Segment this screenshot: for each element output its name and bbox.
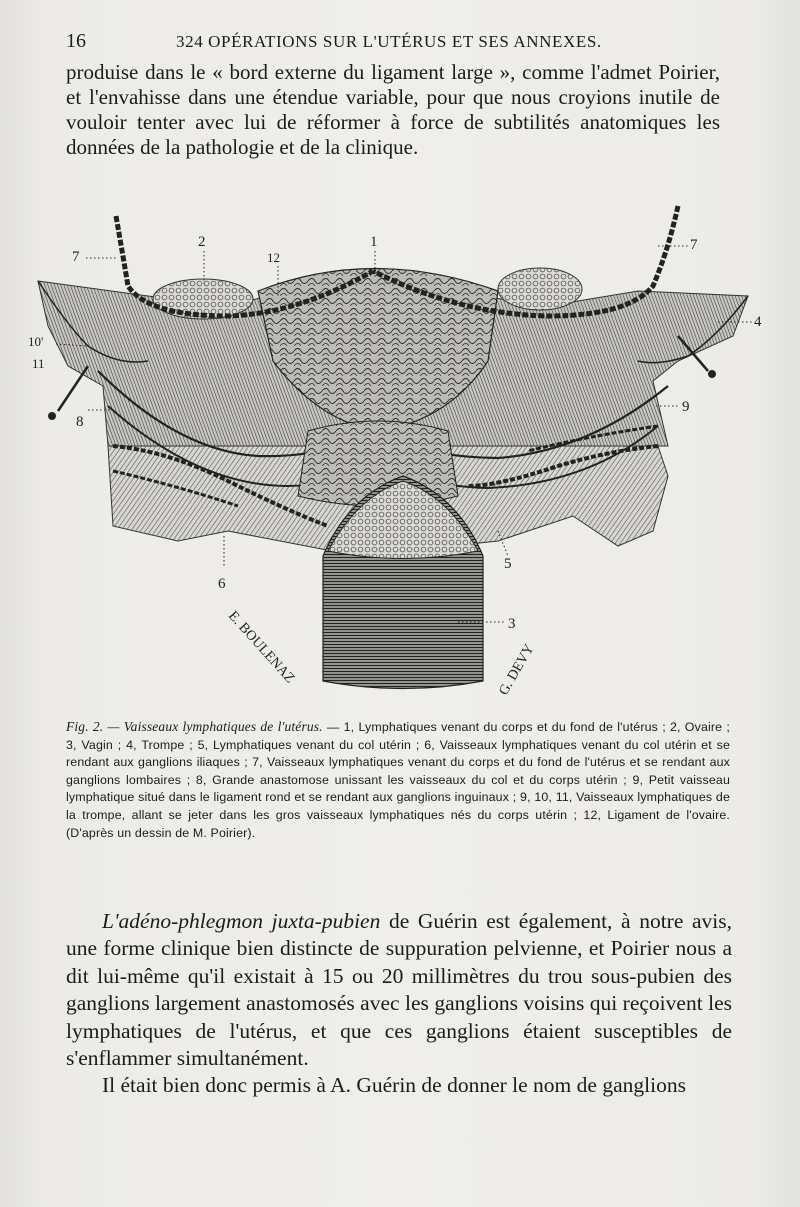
page-header	[66, 30, 736, 56]
label-3: 3	[508, 616, 516, 632]
term-italic: L'adéno-phlegmon juxta-pubien	[102, 909, 381, 933]
label-2: 2	[198, 234, 206, 250]
intro-paragraph: produise dans le « bord externe du ligament large », comme l'admet Poirier, et l'envahisse dans une étendue variable, pour que nous croyions inutile de vouloir tenter avec lui de réformer à force de subtilités anatomiques les données de la pathologie et de la clinique.	[66, 60, 720, 159]
label-7-right: 7	[690, 237, 698, 253]
page-number: 16	[66, 30, 86, 52]
figure-title: Vaisseaux lymphatiques de l'utérus.	[123, 719, 323, 734]
figure-caption	[66, 718, 730, 842]
body-paragraph-2: Il était bien donc permis à A. Guérin de donner le nom de ganglions	[102, 1073, 686, 1098]
running-head: 324 OPÉRATIONS SUR L'UTÉRUS ET SES ANNEXES.	[176, 32, 602, 51]
label-8: 8	[76, 414, 84, 430]
artist-signature: G. DEVY	[496, 642, 538, 698]
ovary-right	[498, 268, 582, 310]
label-11: 11	[32, 356, 45, 371]
body-text	[66, 908, 732, 1100]
label-7-left: 7	[72, 249, 80, 265]
label-4: 4	[754, 314, 762, 330]
label-9: 9	[682, 399, 690, 415]
body-paragraph-1	[66, 908, 732, 1072]
figure-label: Fig. 2. —	[66, 719, 120, 734]
label-6: 6	[218, 576, 226, 592]
engraver-signature: E. BOULENAZ	[225, 608, 298, 687]
caption-text: — 1, Lymphatiques venant du corps et du fond de l'utérus ; 2, Ovaire ; 3, Vagin ; 4, Trompe ; 5, Lymphatiques venant du col utérin ; 6, Vaisseaux lymphatiques venant du col utérin et se rendant aux ganglions iliaques ; 7, Vaisseaux lymphatiques venant du corps et du fond de l'utérus et se rendant aux ganglions lombaires ; 8, Grande anastomose unissant les vaisseaux du col et du corps utérin ; 9, Petit vaisseau lymphatique situé dans le ligament rond et se rendant aux ganglions inguinaux ; 9, 10, 11, Vaisseaux lymphatiques de la trompe, allant se jeter dans les gros vaisseaux lymphatiques nés du corps utérin ; 12, Ligament de l'ovaire. (D'après un dessin de M. Poirier).	[66, 720, 730, 840]
label-5: 5	[504, 556, 512, 572]
body-paragraph-1-text: de Guérin est également, à notre avis, une forme clinique bien distincte de suppuration pelvienne, et Poirier nous a dit lui-même qu'il existait à 15 ou 20 millimètres du trou sous-pubien des ganglions largement anastomosés avec les ganglions voisins qui reçoivent les lymphatiques de l'utérus, et que ces ganglions étaient susceptibles de s'enflammer simultanément.	[66, 909, 732, 1071]
label-12: 12	[267, 250, 280, 265]
label-1: 1	[370, 234, 378, 250]
label-10: 10'	[28, 334, 44, 349]
anatomical-figure	[28, 196, 768, 716]
